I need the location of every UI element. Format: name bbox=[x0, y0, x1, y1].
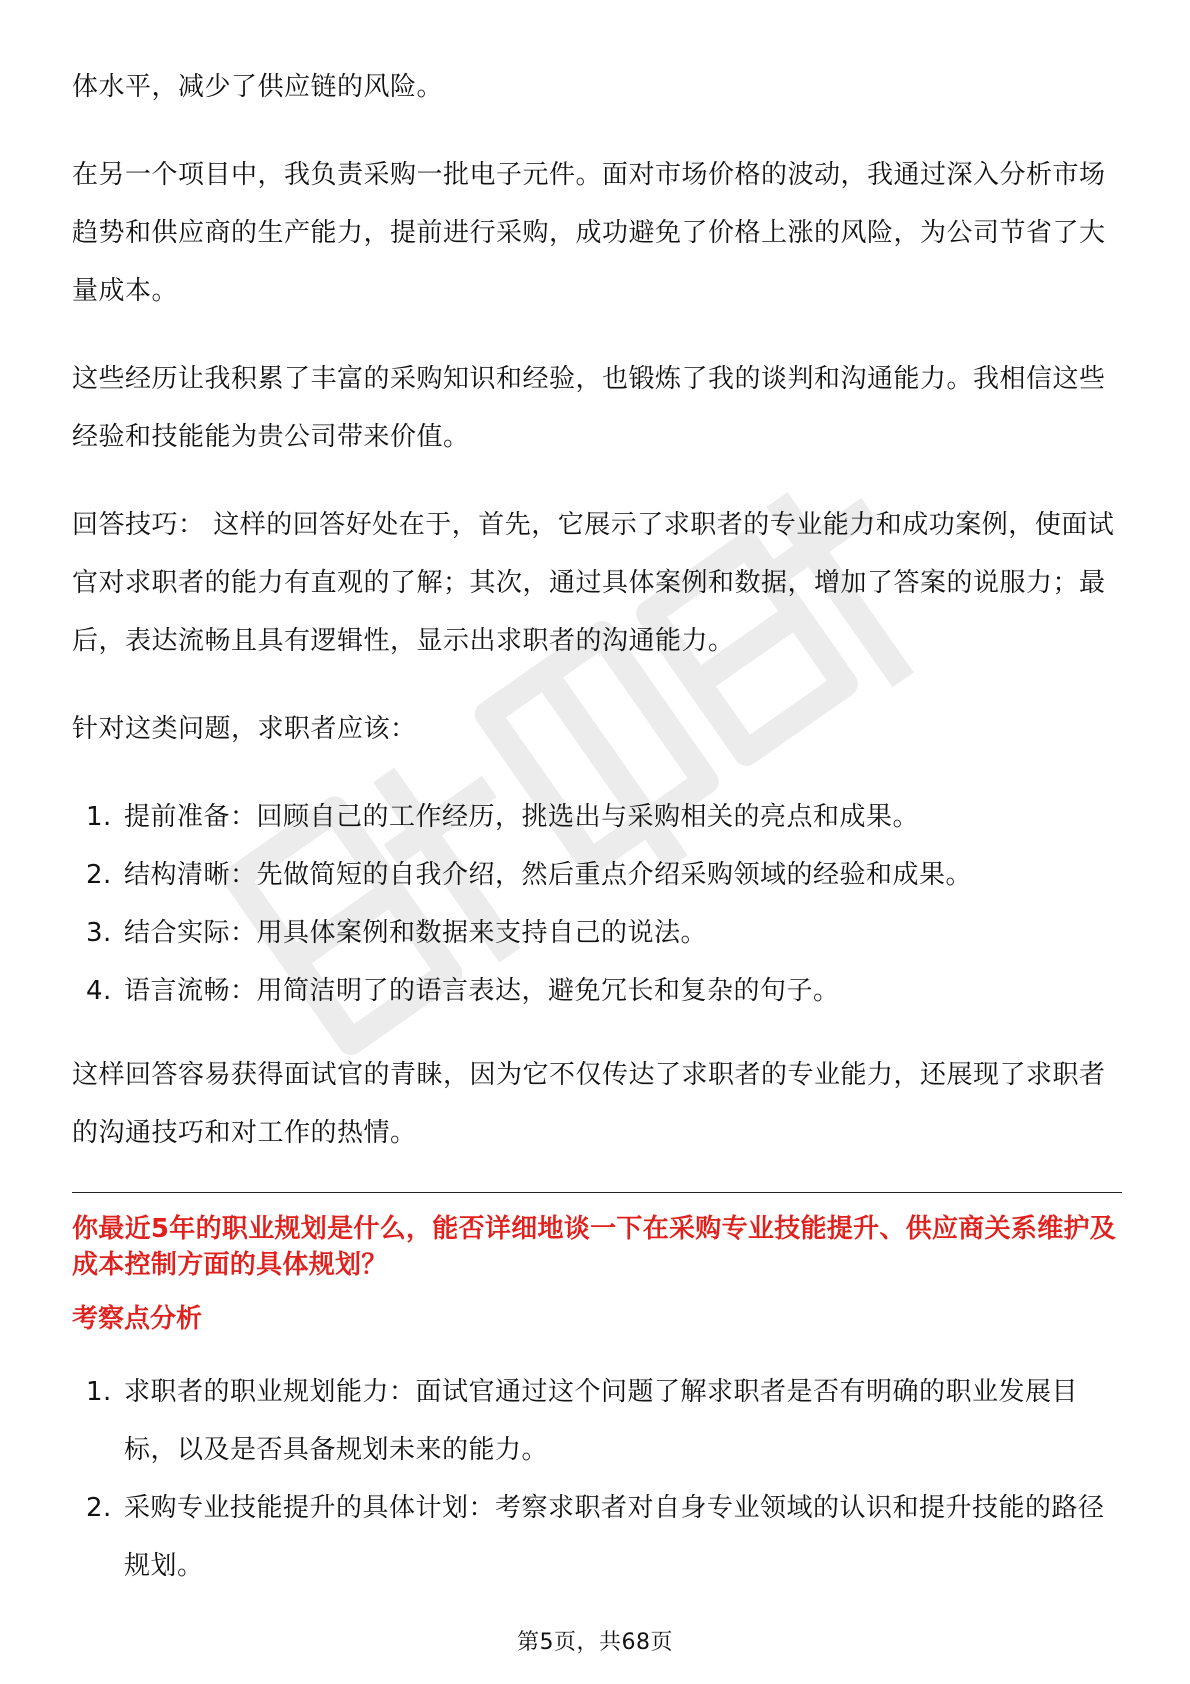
list-item bbox=[72, 846, 1122, 904]
list-item-text: 语言流畅：用简洁明了的语言表达，避免冗长和复杂的句子。 bbox=[124, 976, 840, 1006]
question-heading: 你最近5年的职业规划是什么，能否详细地谈一下在采购专业技能提升、供应商关系维护及成本控制方面的具体规划？ bbox=[72, 1214, 1117, 1280]
list-item-text: 结构清晰：先做简短的自我介绍，然后重点介绍采购领域的经验和成果。 bbox=[124, 860, 973, 890]
paragraph: 在另一个项目中，我负责采购一批电子元件。面对市场价格的波动，我通过深入分析市场趋势和供应商的生产能力，提前进行采购，成功避免了价格上涨的风险，为公司节省了大量成本。 bbox=[72, 160, 1106, 306]
paragraph: 针对这类问题，求职者应该： bbox=[72, 714, 417, 744]
paragraph: 体水平，减少了供应链的风险。 bbox=[72, 72, 444, 102]
list-item bbox=[72, 962, 1122, 1020]
list-number: 4. bbox=[86, 976, 112, 1006]
list-item bbox=[72, 1363, 1122, 1479]
list-item-text: 提前准备：回顾自己的工作经历，挑选出与采购相关的亮点和成果。 bbox=[124, 802, 920, 832]
list-item-text: 采购专业技能提升的具体计划：考察求职者对自身专业领域的认识和提升技能的路径规划。 bbox=[124, 1493, 1105, 1581]
list-item bbox=[72, 788, 1122, 846]
list-number: 2. bbox=[86, 860, 112, 890]
tips-list bbox=[72, 788, 1122, 1020]
paragraph: 这些经历让我积累了丰富的采购知识和经验，也锻炼了我的谈判和沟通能力。我相信这些经验和技能能为贵公司带来价值。 bbox=[72, 364, 1106, 452]
list-number: 3. bbox=[86, 918, 112, 948]
list-item bbox=[72, 1479, 1122, 1595]
list-number: 1. bbox=[86, 1377, 112, 1407]
list-number: 1. bbox=[86, 802, 112, 832]
page-footer: 第5页，共68页 bbox=[517, 1630, 673, 1655]
content bbox=[72, 58, 1122, 1621]
analysis-heading: 考察点分析 bbox=[72, 1304, 203, 1334]
list-number: 2. bbox=[86, 1493, 112, 1523]
list-item-text: 结合实际：用具体案例和数据来支持自己的说法。 bbox=[124, 918, 708, 948]
list-item bbox=[72, 904, 1122, 962]
analysis-list bbox=[72, 1363, 1122, 1595]
list-item-text: 求职者的职业规划能力：面试官通过这个问题了解求职者是否有明确的职业发展目标，以及是否具备规划未来的能力。 bbox=[124, 1377, 1079, 1465]
closing-paragraph: 这样回答容易获得面试官的青睐，因为它不仅传达了求职者的专业能力，还展现了求职者的沟通技巧和对工作的热情。 bbox=[72, 1060, 1106, 1148]
section-divider bbox=[72, 1192, 1122, 1193]
answer-tips-paragraph: 回答技巧： 这样的回答好处在于，首先，它展示了求职者的专业能力和成功案例，使面试官对求职者的能力有直观的了解；其次，通过具体案例和数据，增加了答案的说服力；最后，表达流畅且具有逻辑性，显示出求职者的沟通能力。 bbox=[72, 510, 1115, 656]
